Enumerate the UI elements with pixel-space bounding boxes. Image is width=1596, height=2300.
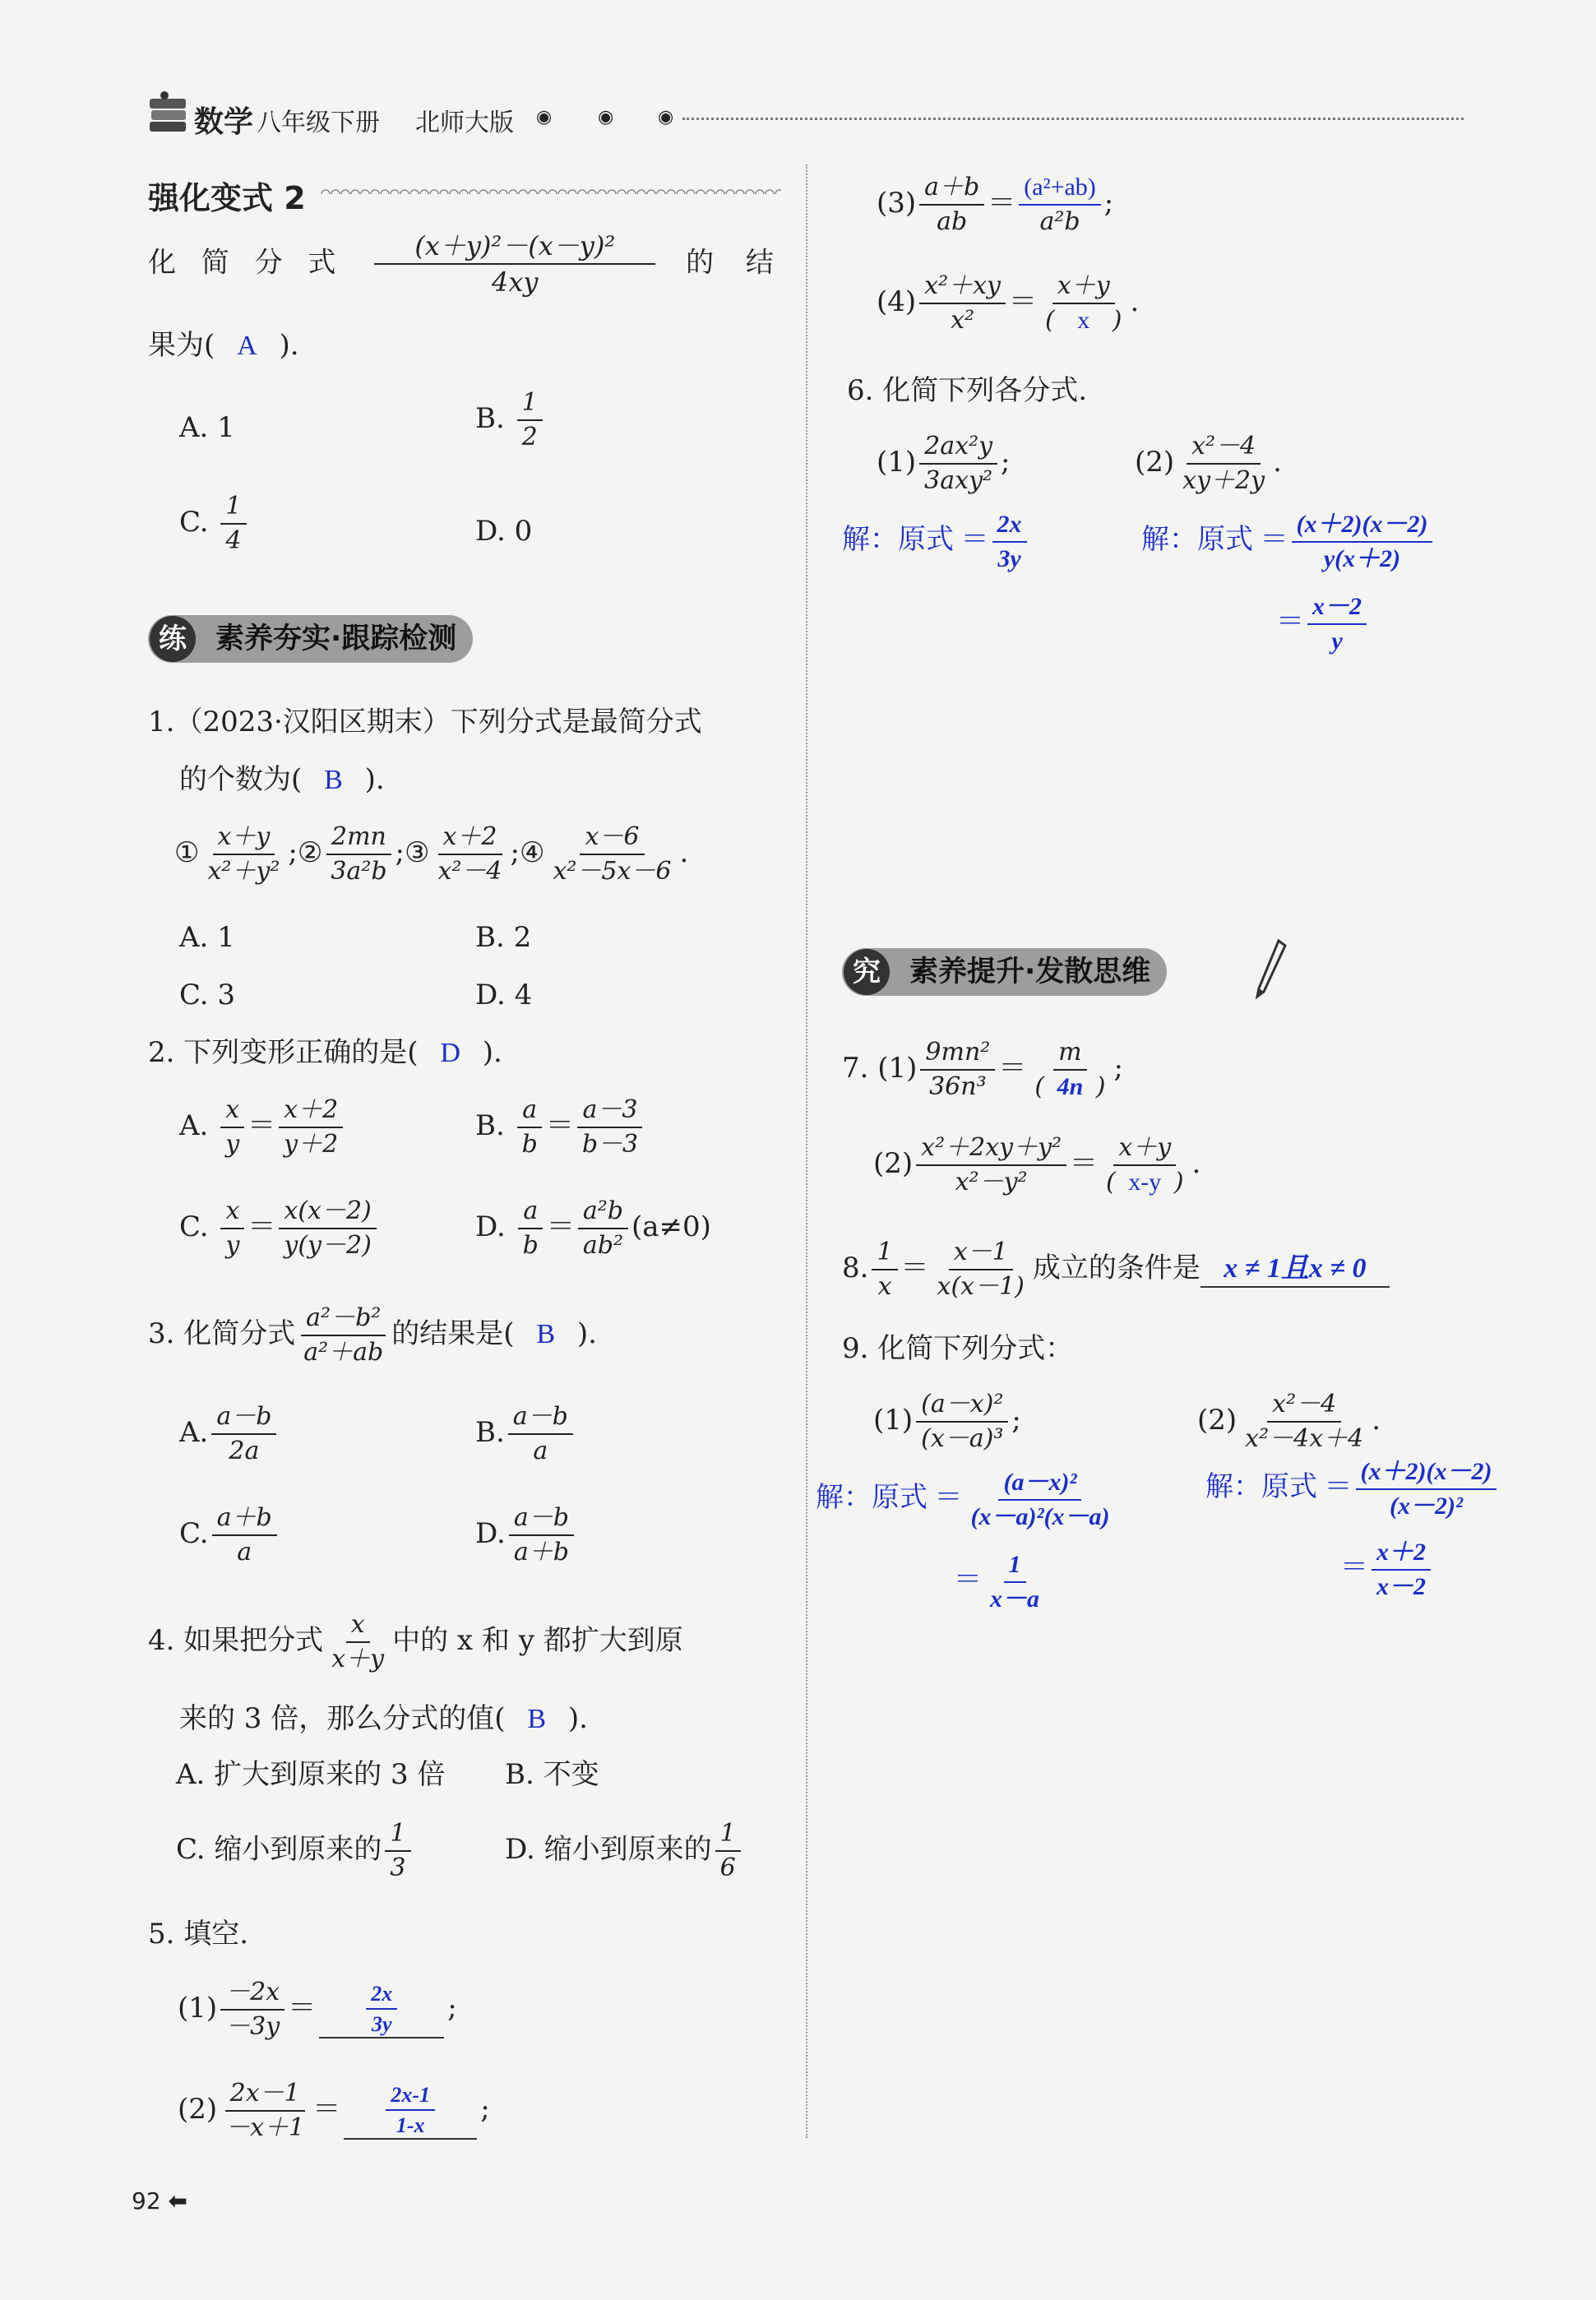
q7-part2: (2) $\frac{\text{x²＋2xy＋y²}}{\text{x²－y²}}$ ＝ $\frac{x+y}{( x-y )}$ . [873,1133,1201,1196]
q2-option-a: A. $\frac{x}{y}$ ＝ $\frac{x+2}{y+2}$ [179,1095,346,1159]
q5-part4: (4) $\frac{\text{x²＋xy}}{\text{x²}}$ ＝ $\frac{x+y}{( x )}$ . [877,271,1140,335]
q4-option-c: C. 缩小到原来的 $\frac{1}{3}$ [176,1819,414,1883]
wavy-rule [321,186,781,194]
q6-stem: 6. 化简下列各分式. [847,374,1088,407]
section-practice-icon: 练 [150,616,196,662]
q1-option-b: B. 2 [475,921,532,954]
q1-option-d: D. 4 [475,979,533,1011]
q4-stem-line2: 来的 3 倍，那么分式的值( B ). [179,1702,588,1735]
q2-option-b: B. $\frac{a}{b}$ ＝ $\frac{a-3}{b-3}$ [475,1095,646,1159]
q1-stem: 1.（2023·汉阳区期末）下列分式是最简分式 [148,706,702,738]
q4-option-a: A. 扩大到原来的 3 倍 [176,1758,446,1791]
q3-option-b: B. $\frac{a-b}{a}$ [475,1402,576,1466]
variant-question-line2: 果为( A ). [148,329,299,362]
q6-part2: (2) $\frac{\text{x²－4}}{xy+2y}$ . [1135,432,1282,495]
q6-solution-2-step2: ＝ $\frac{x-2}{y}$ [1276,592,1370,656]
q4-option-b: B. 不变 [505,1758,599,1791]
variant-fraction: $\frac{\text{(x＋y)²－(x－y)²}}{4xy}$ [374,230,655,298]
pencil-icon [1254,937,1287,1003]
q6-part1: (1) $\frac{\text{2ax²y}}{\text{3axy²}}$ ; [877,432,1011,495]
header-dotted-line [682,118,1464,120]
q5-part3-answer: (a²+ab) [1019,173,1101,206]
header-subject: 数学 [194,105,254,139]
section-inquiry-tag: 素养提升·发散思维 [842,948,1167,996]
variant-option-d: D. 0 [475,515,533,548]
variant-option-b: B. $\frac{1}{2}$ [475,388,546,452]
header-edition: 北师大版 [415,109,514,137]
q2-option-d: D. $\frac{a}{b}$ ＝ $\frac{\text{a²b}}{\text{ab²}}$ (a≠0) [475,1196,711,1260]
q1-option-a: A. 1 [179,921,235,954]
arrow-left-icon: ⬅ [168,2187,188,2214]
header-book: 八年级下册 [257,109,380,137]
q1-answer: B [324,765,343,795]
q1-fractions: ① $\frac{x+y}{\text{x²＋y²}}$ ;② $\frac{2mn}{\text{3a²b}}$ ;③ $\frac{x+2}{\text{x²－4}}$ ;④ $\frac{x-6}{\text{x²－5x－6}}$ . [174,822,689,886]
q5-part4-answer: x [1077,307,1090,334]
q6-solution-1: 解：原式 ＝ $\frac{2x}{3y}$ [842,510,1030,574]
q2-answer: D [440,1038,460,1068]
header-bullet-icon: ◉ [658,107,674,127]
variant-answer: A [237,331,257,361]
q9-solution-2: 解：原式 ＝ $\frac{(x+2)(x-2)}{\text{(x－2)²}}$ [1205,1457,1500,1521]
q4-option-d: D. 缩小到原来的 $\frac{1}{6}$ [505,1819,744,1883]
q5-part2: (2) $\frac{2x-1}{-x+1}$ ＝ $\frac{2x-1}{1-x}$ ; [178,2079,490,2142]
q7-part1-answer: 4n [1057,1073,1084,1100]
q9-part1: (1) $\frac{\text{(a－x)²}}{\text{(x－a)³}}$ ; [873,1390,1021,1453]
q9-solution-2-step2: ＝ $\frac{x+2}{x-2}$ [1340,1538,1434,1602]
q9-part2: (2) $\frac{\text{x²－4}}{\text{x²－4x＋4}}$ . [1197,1390,1381,1453]
q9-solution-1-step2: ＝ $\frac{1}{x-a}$ [954,1551,1039,1613]
q8: 8. $\frac{1}{x}$ ＝ $\frac{x-1}{x(x-1)}$ 成立的条件是 x ≠ 1且x ≠ 0 [842,1238,1390,1302]
section-practice-tag: 素养夯实·跟踪检测 [148,615,473,663]
header-bullet-icon: ◉ [598,107,614,127]
q4-stem: 4. 如果把分式 $\frac{x}{x+y}$ 中的 x 和 y 都扩大到原 [148,1610,683,1673]
variant-title: 强化变式 2 [148,180,306,216]
column-divider [806,164,807,2138]
q5-stem: 5. 填空. [148,1918,249,1951]
q5-part3: (3) $\frac{a+b}{ab}$ ＝ $\frac{\text{(a²+ab)}}{\text{a²b}}$ ; [877,173,1114,236]
q3-option-c: C. $\frac{a+b}{a}$ [179,1503,280,1567]
q3-option-a: A. $\frac{a-b}{2a}$ [179,1402,280,1466]
q1-option-c: C. 3 [179,979,236,1011]
section-inquiry-icon: 究 [844,949,890,995]
variant-option-a: A. 1 [179,411,235,444]
q2-option-c: C. $\frac{x}{y}$ ＝ $\frac{x(x-2)}{y(y-2)}$ [179,1196,380,1261]
q4-answer: B [527,1704,547,1734]
q1-stem-line2: 的个数为( B ). [179,763,385,796]
variant-option-c: C. $\frac{1}{4}$ [179,492,250,556]
q7-part2-answer: x-y [1128,1169,1162,1196]
header-bullet-icon: ◉ [536,107,553,127]
q3-option-d: D. $\frac{a-b}{a+b}$ [475,1503,577,1567]
q9-solution-1: 解：原式 ＝ $\frac{\text{(a－x)²}}{\text{(x－a)²(x－a)}}$ [816,1469,1110,1530]
q6-solution-2: 解：原式 ＝ $\frac{(x+2)(x-2)}{y(x+2)}$ [1141,510,1436,574]
q8-answer: x ≠ 1且x ≠ 0 [1200,1252,1390,1288]
page-number: 92 [132,2187,161,2214]
q3-answer: B [536,1319,556,1349]
variant-question: 化 简 分 式 $\frac{\text{(x＋y)²－(x－y)²}}{4xy}$ 的 结 [148,230,785,298]
q5-part1: (1) $\frac{-2x}{-3y}$ ＝ $\frac{2x}{3y}$ ; [178,1978,457,2041]
q7-part1: 7. (1) $\frac{\text{9mn²}}{\text{36n³}}$ ＝ $\frac{m}{( 4n )}$ ; [842,1038,1123,1101]
q3-stem: 3. 化简分式 $\frac{\text{a²－b²}}{\text{a²＋ab}}$ 的结果是( B ). [148,1303,597,1367]
q9-stem: 9. 化简下列分式： [842,1332,1074,1365]
page-footer [132,2187,187,2214]
book-logo-icon [148,90,189,137]
q2-stem: 2. 下列变形正确的是( D ). [148,1036,502,1069]
